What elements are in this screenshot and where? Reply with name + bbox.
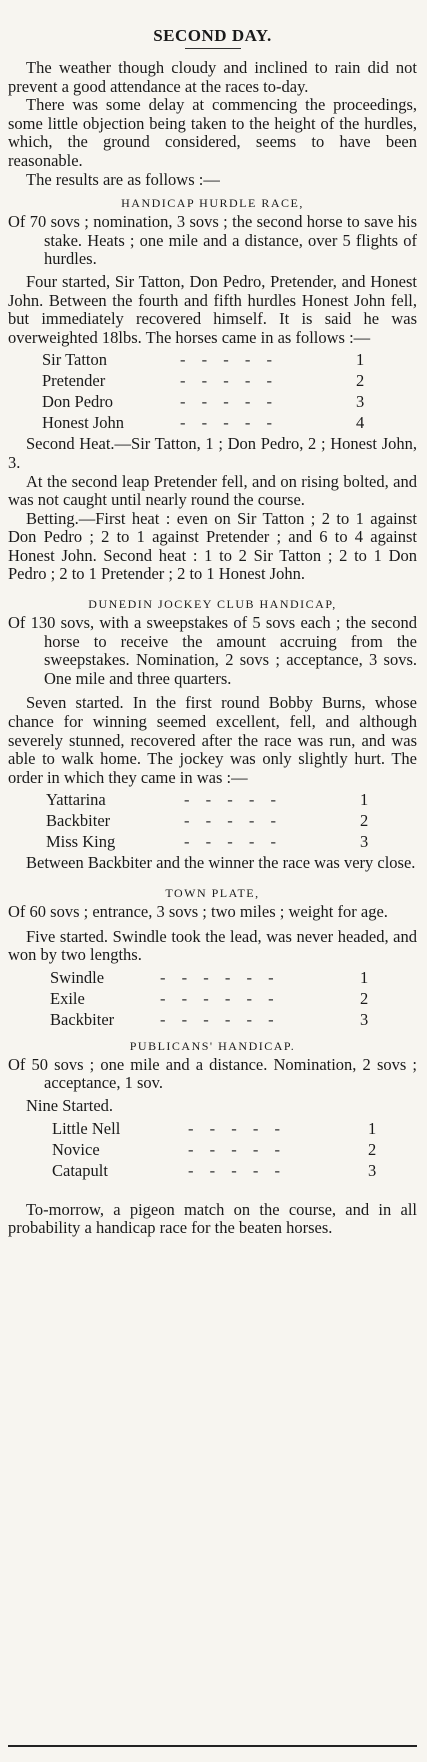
race-report: Nine Started.	[26, 1095, 114, 1115]
placing: 3	[360, 832, 369, 852]
leader-dots: - - - - -	[180, 392, 278, 412]
leader-dots: - - - - -	[184, 832, 282, 852]
leader-dots: - - - - -	[188, 1139, 286, 1159]
leader-dots: - - - - -	[188, 1118, 286, 1138]
placing: 3	[368, 1160, 377, 1180]
horse-name: Pretender	[42, 371, 106, 391]
result-row	[8, 1009, 417, 1030]
race-section	[8, 873, 417, 1030]
leader-dots: - - - - -	[180, 350, 278, 370]
result-row	[8, 1118, 417, 1139]
article-title: SECOND DAY.	[153, 26, 272, 45]
placing: 2	[368, 1139, 377, 1159]
leader-dots: - - - - -	[184, 790, 282, 810]
intro-paragraph: There was some delay at commencing the proceedings, some little objection being taken to the height of the hurdles, which, the ground considered, seems to have been reasonable.	[8, 95, 417, 170]
placing: 3	[356, 392, 365, 412]
horse-name: Miss King	[46, 832, 116, 852]
result-row	[8, 391, 417, 412]
horse-name: Yattarina	[46, 790, 106, 810]
result-row	[8, 967, 417, 988]
leader-dots: - - - - - -	[160, 1009, 280, 1029]
results-list	[8, 789, 417, 852]
betting-note: Betting.—First heat : even on Sir Tatton ; 2 to 1 against Don Pedro ; 2 to 1 against Pretender ; and 6 to 4 against Honest John. Second heat : 1 to 2 Sir Tatton ; 2 to 1 Don Pedro ; 2 to 1 Pretender ; 2 to 1 Honest John.	[8, 508, 417, 584]
race-section	[8, 1032, 417, 1181]
race-note: Between Backbiter and the winner the race was very close.	[26, 853, 416, 873]
result-row	[8, 789, 417, 810]
horse-name: Swindle	[50, 967, 105, 987]
horse-name: Backbiter	[46, 811, 111, 831]
race-conditions: Of 130 sovs, with a sweepstakes of 5 sovs each ; the second horse to receive the amount accruing from the sweepstakes. Nomination, 2 sovs ; acceptance, 3 sovs. One mile and three quarters.	[8, 613, 417, 688]
placing: 1	[368, 1118, 377, 1138]
leader-dots: - - - - - -	[160, 988, 280, 1008]
placing: 1	[360, 967, 369, 987]
placing: 1	[360, 790, 369, 810]
race-report: Seven started. In the first round Bobby Burns, whose chance for winning seemed excellent, fell, and although severely stunned, recovered after the race was run, and was able to walk home. The jockey was only slightly hurt. The order in which they came in was :—	[8, 693, 417, 787]
leader-dots: - - - - -	[180, 413, 278, 433]
leader-dots: - - - - -	[188, 1160, 286, 1180]
race-conditions: Of 60 sovs ; entrance, 3 sovs ; two miles ; weight for age.	[8, 902, 388, 921]
race-conditions: Of 50 sovs ; one mile and a distance. Nomination, 2 sovs ; acceptance, 1 sov.	[8, 1054, 417, 1093]
placing: 2	[360, 811, 369, 831]
horse-name: Honest John	[42, 413, 125, 433]
results-list	[8, 349, 417, 433]
result-row	[8, 349, 417, 370]
race-report: Five started. Swindle took the lead, was never headed, and won by two lengths.	[8, 926, 417, 965]
intro-paragraph: The results are as follows :—	[26, 169, 220, 189]
race-heading: PUBLICANS' HANDICAP.	[129, 1038, 296, 1053]
horse-name: Backbiter	[50, 1009, 115, 1029]
leader-dots: - - - - -	[184, 811, 282, 831]
race-section	[8, 189, 417, 584]
placing: 2	[360, 988, 369, 1008]
race-conditions: Of 70 sovs ; nomination, 3 sovs ; the second horse to save his stake. Heats ; one mile and a distance, over 5 flights of hurdles.	[8, 212, 417, 269]
result-row	[8, 988, 417, 1009]
race-note: Second Heat.—Sir Tatton, 1 ; Don Pedro, 2 ; Honest John, 3.	[8, 434, 417, 472]
placing: 2	[356, 371, 365, 391]
race-note: At the second leap Pretender fell, and on rising bolted, and was not caught until nearly round the course.	[8, 471, 417, 510]
result-row	[8, 412, 417, 433]
race-report: Four started, Sir Tatton, Don Pedro, Pretender, and Honest John. Between the fourth and fifth hurdles Honest John fell, but immediately recovered himself. It is said he was overweighted 18lbs. The horses came in as follows :—	[8, 271, 417, 347]
race-heading: TOWN PLATE,	[165, 886, 260, 900]
result-row	[8, 1139, 417, 1160]
horse-name: Novice	[52, 1139, 100, 1159]
horse-name: Exile	[50, 988, 85, 1008]
result-row	[8, 831, 417, 852]
race-section	[8, 584, 417, 873]
closing-paragraph: To-morrow, a pigeon match on the course, and in all probability a handicap race for the beaten horses.	[8, 1199, 417, 1238]
horse-name: Catapult	[52, 1160, 108, 1180]
leader-dots: - - - - - -	[160, 967, 280, 987]
intro-paragraph: The weather though cloudy and inclined to rain did not prevent a good attendance at the races to-day.	[8, 58, 417, 96]
horse-name: Don Pedro	[42, 392, 114, 412]
placing: 3	[360, 1009, 369, 1029]
results-list	[8, 967, 417, 1030]
results-list	[8, 1118, 417, 1181]
result-row	[8, 370, 417, 391]
race-heading: DUNEDIN JOCKEY CLUB HANDICAP,	[88, 597, 337, 612]
placing: 1	[356, 350, 365, 370]
result-row	[8, 1160, 417, 1181]
leader-dots: - - - - -	[180, 371, 278, 391]
horse-name: Little Nell	[52, 1118, 121, 1138]
race-heading: HANDICAP HURDLE RACE,	[121, 196, 304, 211]
result-row	[8, 810, 417, 831]
horse-name: Sir Tatton	[42, 350, 108, 370]
placing: 4	[356, 413, 365, 433]
column-end-rule	[8, 1745, 417, 1747]
